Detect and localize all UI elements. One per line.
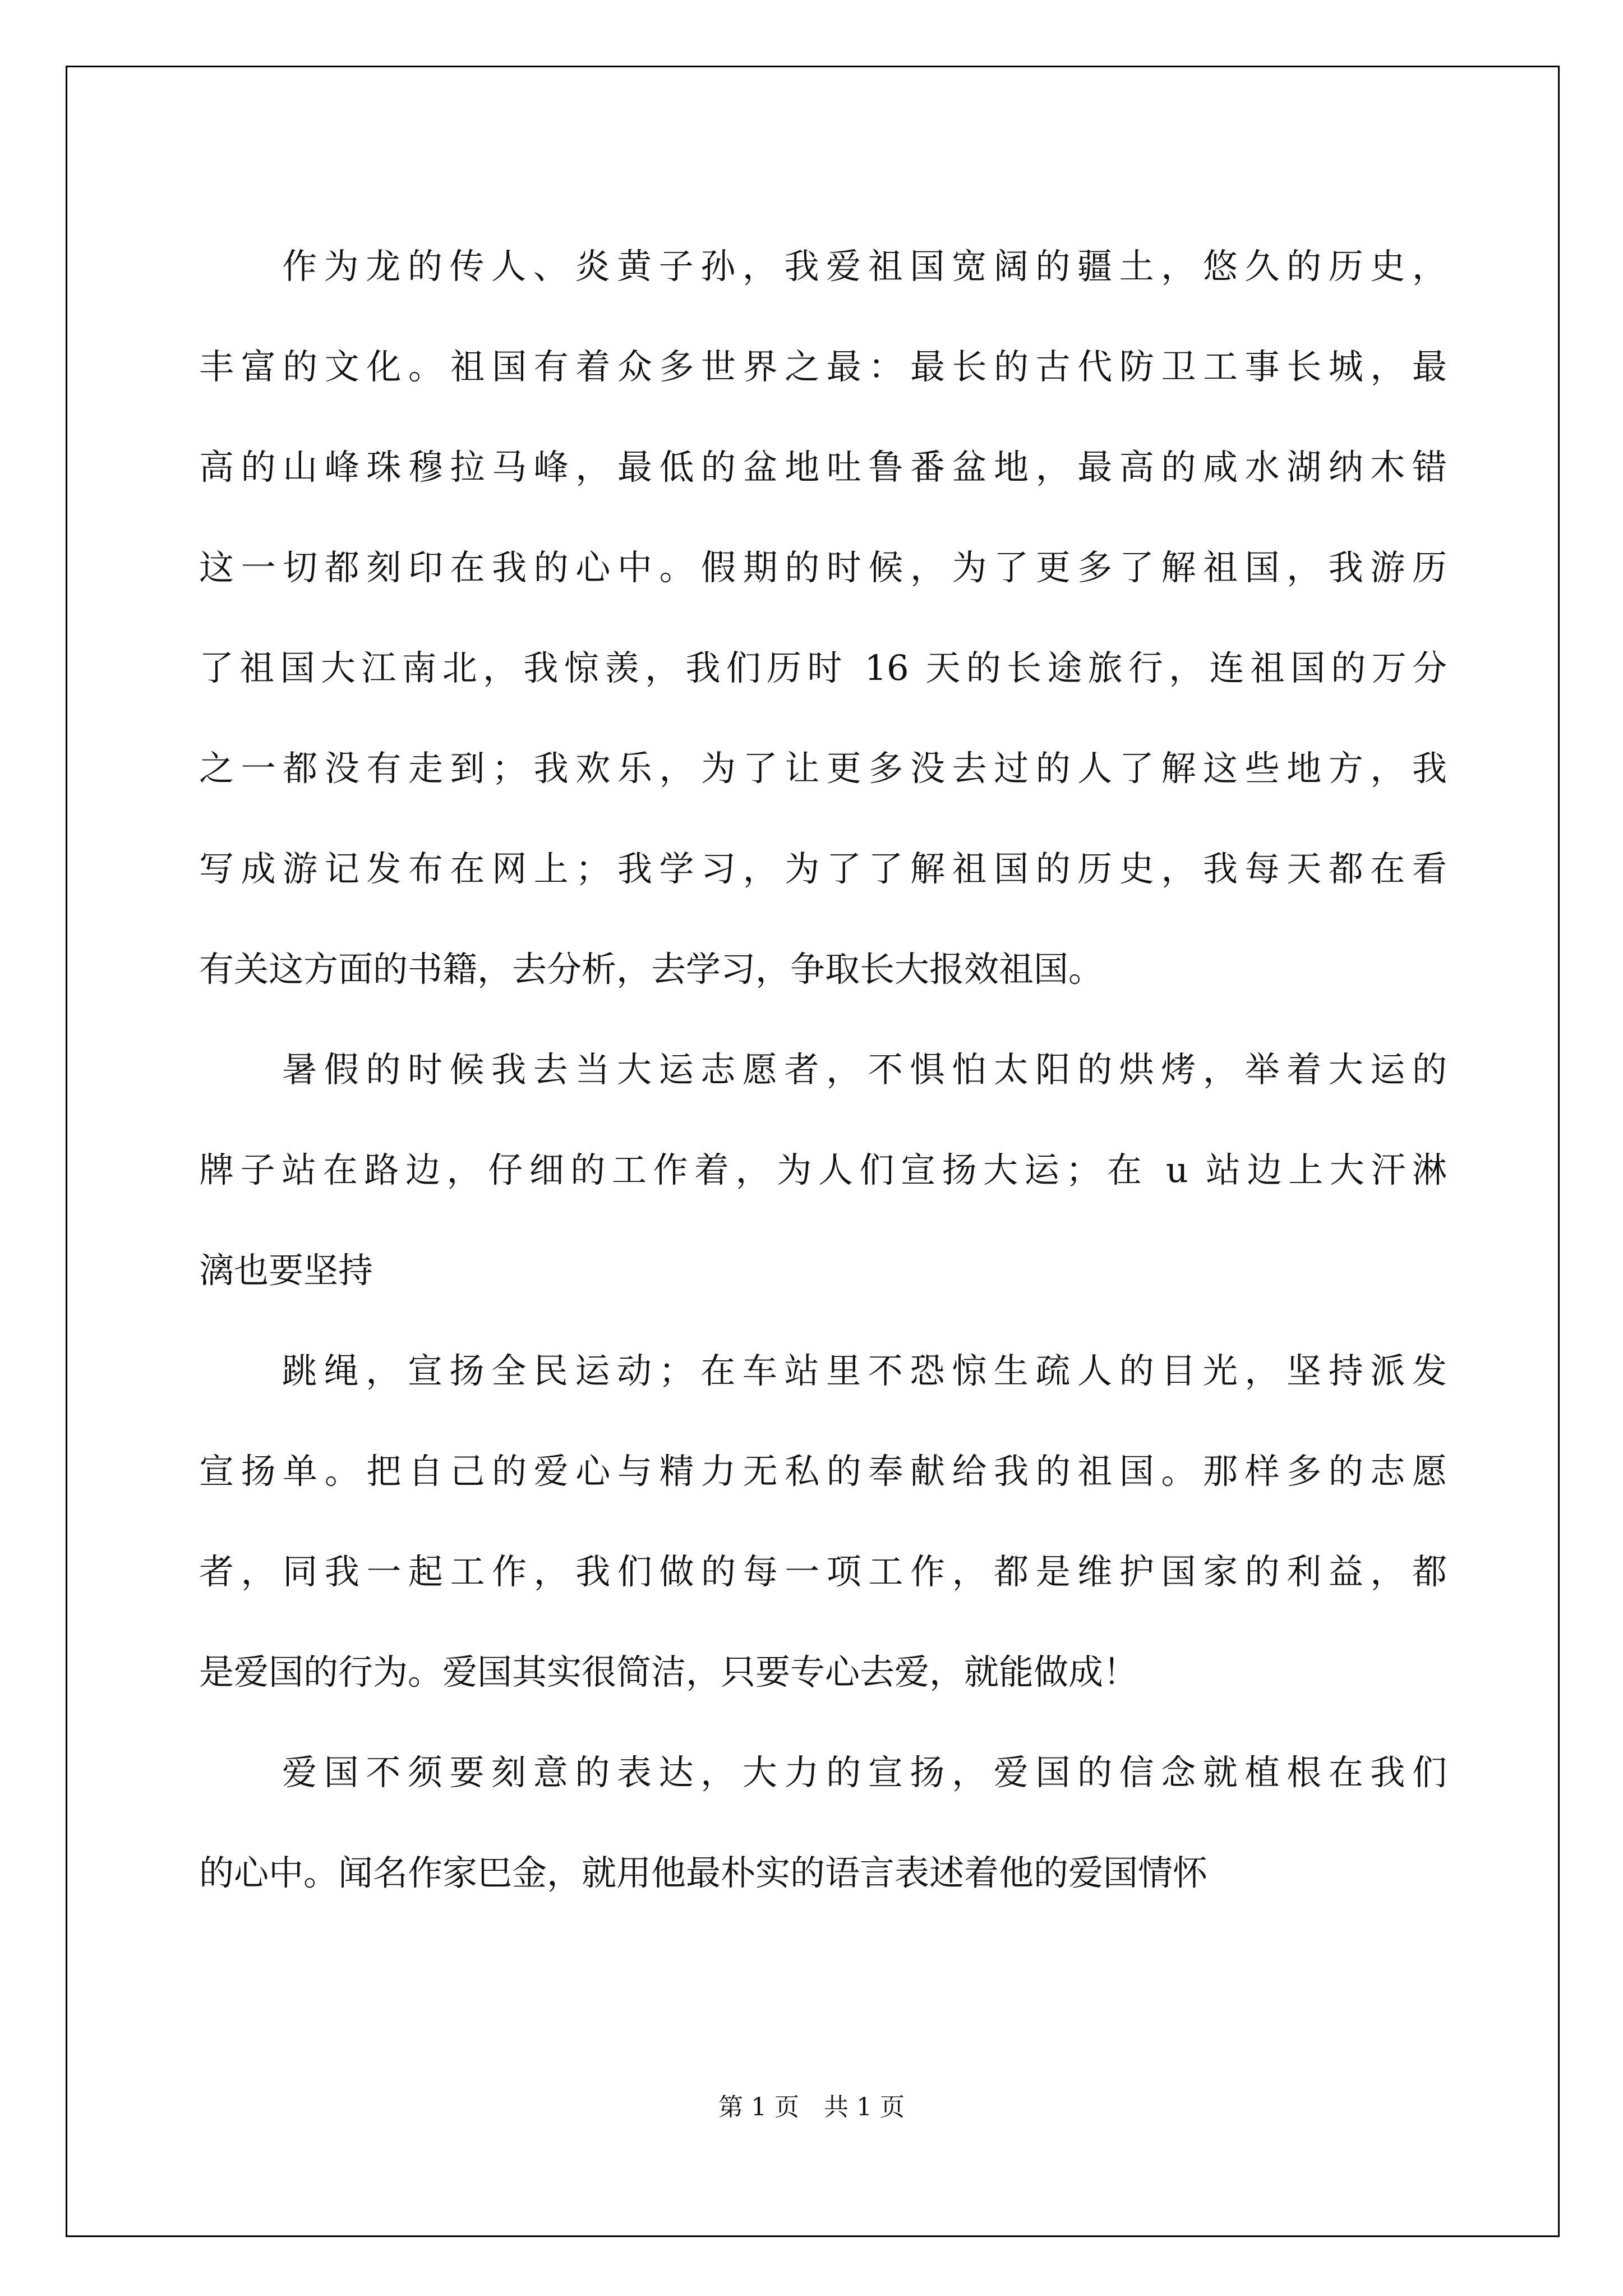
text-line: 爱国不须要刻意的表达，大力的宣扬，爱国的信念就植根在我们 <box>282 1752 1447 1793</box>
text-line: 高的山峰珠穆拉马峰，最低的盆地吐鲁番盆地，最高的咸水湖纳木错 <box>199 447 1447 487</box>
text-line: 的心中。闻名作家巴金，就用他最朴实的语言表述着他的爱国情怀 <box>199 1852 1208 1893</box>
text-line: 漓也要坚持 <box>199 1250 374 1291</box>
page-number-label: 第 1 页 共 1 页 <box>718 2093 905 2122</box>
text-line: 丰富的文化。祖国有着众多世界之最：最长的古代防卫工事长城，最 <box>199 346 1447 387</box>
text-line: 宣扬单。把自己的爱心与精力无私的奉献给我的祖国。那样多的志愿 <box>199 1451 1447 1492</box>
text-line: 这一切都刻印在我的心中。假期的时候，为了更多了解祖国，我游历 <box>199 547 1447 588</box>
text-line: 牌子站在路边，仔细的工作着，为人们宣扬大运；在 u 站边上大汗淋 <box>199 1149 1447 1190</box>
text-line: 写成游记发布在网上；我学习，为了了解祖国的历史，我每天都在看 <box>199 848 1447 889</box>
text-line: 是爱国的行为。爱国其实很简洁，只要专心去爱，就能做成！ <box>199 1651 1138 1692</box>
text-line: 者，同我一起工作，我们做的每一项工作，都是维护国家的利益，都 <box>199 1551 1447 1592</box>
text-line: 了祖国大江南北，我惊羡，我们历时 16 天的长途旅行，连祖国的万分 <box>199 647 1447 688</box>
document-body <box>199 216 1447 1923</box>
text-line: 之一都没有走到；我欢乐，为了让更多没去过的人了解这些地方，我 <box>199 748 1447 789</box>
text-line: 作为龙的传人、炎黄子孙，我爱祖国宽阔的疆土，悠久的历史， <box>282 246 1447 287</box>
text-line: 跳绳，宣扬全民运动；在车站里不恐惊生疏人的目光，坚持派发 <box>282 1350 1447 1391</box>
text-line: 有关这方面的书籍，去分析，去学习，争取长大报效祖国。 <box>199 949 1104 990</box>
page-footer <box>0 2087 1623 2123</box>
text-line: 暑假的时候我去当大运志愿者，不惧怕太阳的烘烤，举着大运的 <box>282 1049 1447 1090</box>
